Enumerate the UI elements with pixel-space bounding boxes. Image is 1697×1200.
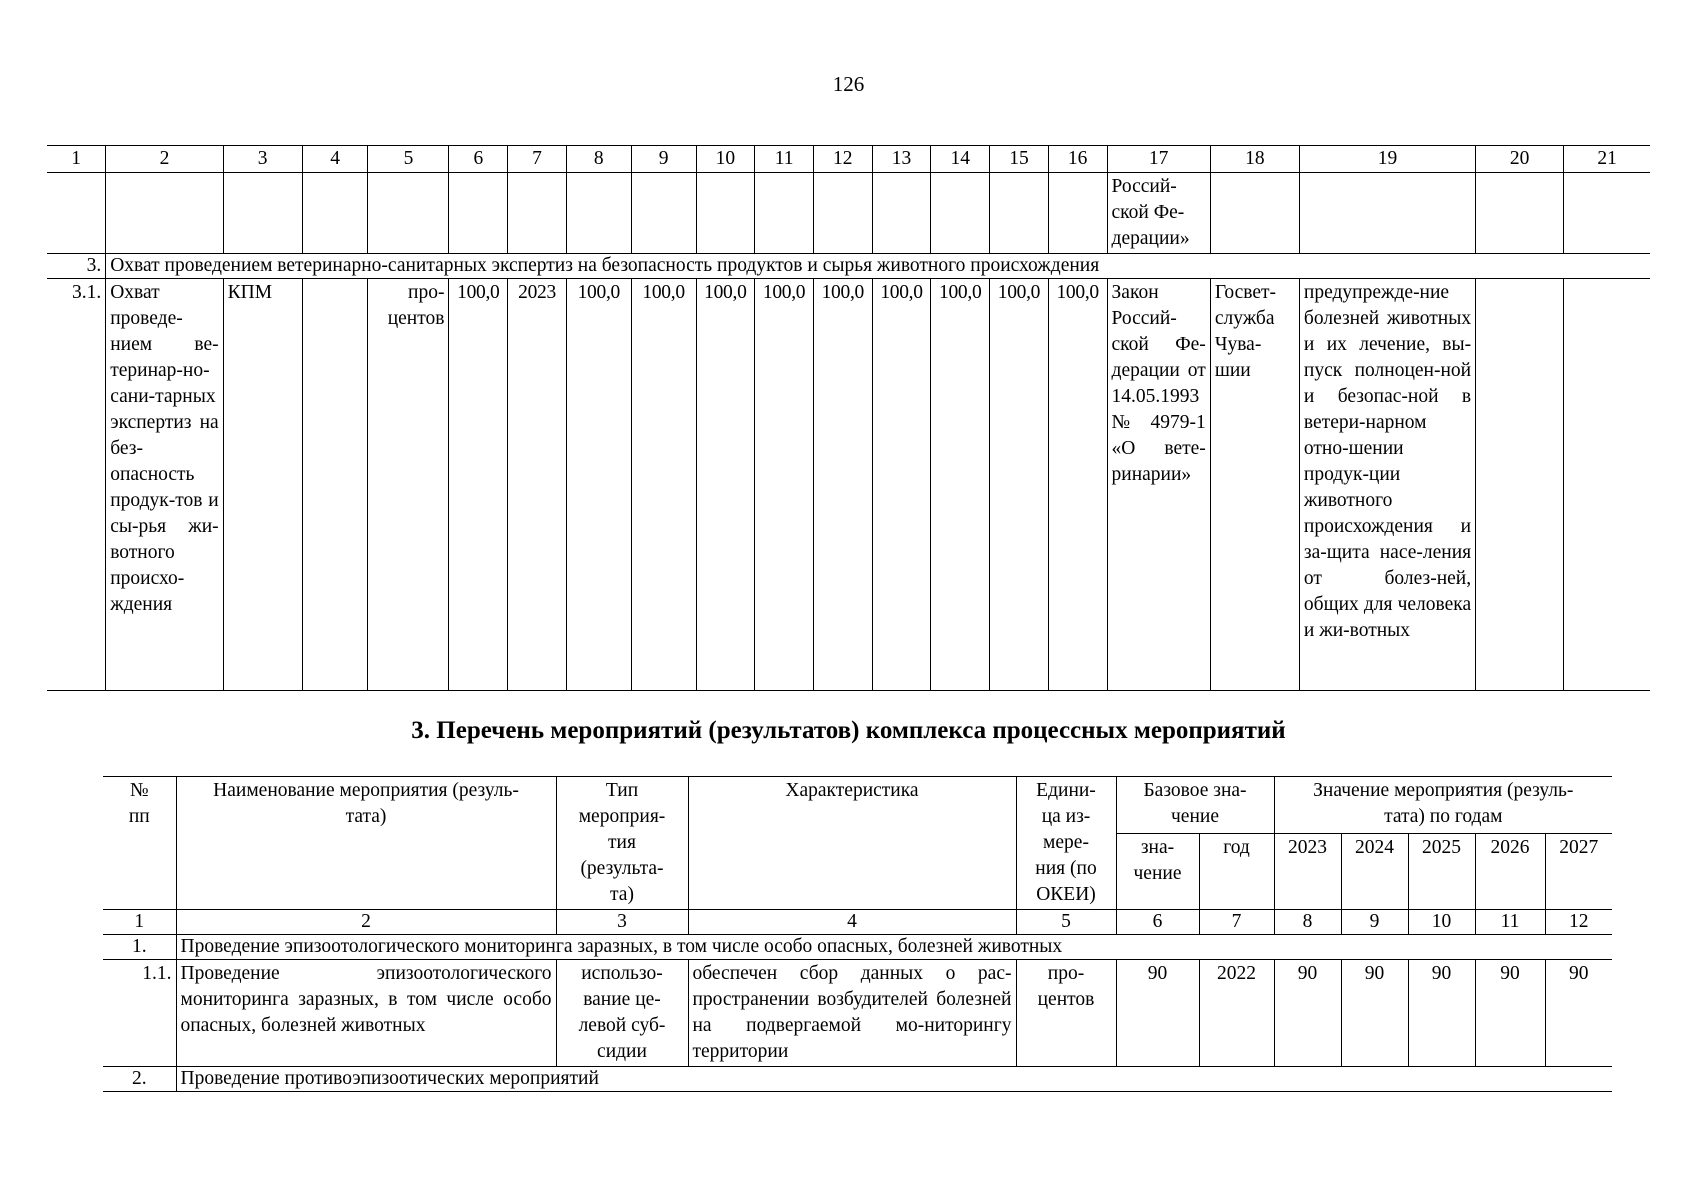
value-cell: 90 — [1408, 960, 1475, 1067]
column-number: 5 — [1016, 910, 1116, 935]
column-number: 17 — [1107, 146, 1210, 173]
column-number: 8 — [566, 146, 631, 173]
header-base-year: год — [1199, 834, 1274, 910]
column-number: 14 — [931, 146, 990, 173]
column-number: 2 — [106, 146, 223, 173]
unit-cell: про-центов — [1016, 960, 1116, 1067]
row-number: 3.1. — [47, 279, 106, 691]
column-number: 15 — [990, 146, 1049, 173]
header-base-value: зна- чение — [1116, 834, 1199, 910]
value-cell: 100,0 — [696, 279, 755, 691]
indicators-table — [47, 145, 1650, 691]
base-value: 100,0 — [449, 279, 508, 691]
section-number: 3. — [47, 254, 106, 279]
connection-cell: предупрежде-ние болезней животных и их лечение, вы-пуск полноцен-ной и безопас-ной в ветери-нарном отно-шении продук-ции животного происхождения и за-щита насе-ления от болез-ней, общих для человека и жи-вотных — [1299, 279, 1475, 691]
column-number: 4 — [302, 146, 368, 173]
section-title: Проведение эпизоотологического мониторинга заразных, в том числе особо опасных, болезней животных — [176, 935, 1612, 960]
column-number: 12 — [813, 146, 872, 173]
base-year: 2022 — [1199, 960, 1274, 1067]
responsible-cell: Госвет-служба Чува-шии — [1210, 279, 1299, 691]
value-cell: 100,0 — [990, 279, 1049, 691]
column-number: 8 — [1274, 910, 1341, 935]
column-number: 19 — [1299, 146, 1475, 173]
column-number: 11 — [755, 146, 814, 173]
column-number: 18 — [1210, 146, 1299, 173]
header-name: Наименование мероприятия (резуль- тата) — [176, 777, 556, 910]
value-cell: 100,0 — [931, 279, 990, 691]
column-number: 2 — [176, 910, 556, 935]
document-cell: Закон Россий-ской Фе-дерации от 14.05.1993 № 4979-1 «О вете-ринарии» — [1107, 279, 1210, 691]
value-cell: 100,0 — [631, 279, 696, 691]
section-number: 1. — [103, 935, 176, 960]
table-row — [103, 960, 1612, 1067]
table-row — [47, 279, 1650, 691]
column-number: 16 — [1048, 146, 1107, 173]
value-cell: 90 — [1475, 960, 1545, 1067]
indicator-name: Охват проведе-нием ве-теринар-но-сани-тарных экспертиз на без-опасность продук-тов и сы-рья жи-вотного происхо-ждения — [106, 279, 223, 691]
header-year: 2023 — [1274, 834, 1341, 910]
column-number: 4 — [688, 910, 1016, 935]
continuation-document-cell: Россий- ской Фе- дерации» — [1107, 173, 1210, 254]
row-number: 1.1. — [103, 960, 176, 1067]
column-number: 10 — [696, 146, 755, 173]
section-row — [103, 1067, 1612, 1092]
section-row — [103, 935, 1612, 960]
continuation-row — [47, 173, 1650, 254]
col20-cell — [1476, 279, 1564, 691]
column-number: 9 — [631, 146, 696, 173]
section-number: 2. — [103, 1067, 176, 1092]
section-title: Проведение противоэпизоотических мероприятий — [176, 1067, 1612, 1092]
header-base: Базовое зна- чение — [1116, 777, 1274, 834]
col21-cell — [1564, 279, 1650, 691]
header-year: 2026 — [1475, 834, 1545, 910]
column-number: 3 — [223, 146, 302, 173]
activity-characteristic: обеспечен сбор данных о рас-пространении возбудителей болезней на подвергаемой мо-ниторингу территории — [688, 960, 1016, 1067]
value-cell: 90 — [1545, 960, 1612, 1067]
column-number-row — [47, 146, 1650, 173]
column-number: 3 — [556, 910, 688, 935]
activity-type: использо-вание це-левой суб-сидии — [556, 960, 688, 1067]
header-type: Тип мероприя- тия (результа- та) — [556, 777, 688, 910]
page-number: 126 — [832, 72, 865, 96]
column-number: 6 — [1116, 910, 1199, 935]
column-number: 11 — [1475, 910, 1545, 935]
base-value: 90 — [1116, 960, 1199, 1067]
section-row — [47, 254, 1650, 279]
column-number: 9 — [1341, 910, 1408, 935]
value-cell: 90 — [1274, 960, 1341, 1067]
base-year: 2023 — [508, 279, 567, 691]
header-num: № пп — [103, 777, 176, 910]
column-number: 1 — [103, 910, 176, 935]
column-number: 7 — [508, 146, 567, 173]
column-number: 20 — [1476, 146, 1564, 173]
unit-cell: про-центов — [368, 279, 449, 691]
header-year: 2027 — [1545, 834, 1612, 910]
column-number: 5 — [368, 146, 449, 173]
column-number: 7 — [1199, 910, 1274, 935]
column-number: 21 — [1564, 146, 1650, 173]
header-year: 2025 — [1408, 834, 1475, 910]
header-unit: Едини- ца из- мере- ния (по ОКЕИ) — [1016, 777, 1116, 910]
indicator-level: КПМ — [223, 279, 302, 691]
header-yearly: Значение мероприятия (резуль- тата) по годам — [1274, 777, 1612, 834]
column-number: 10 — [1408, 910, 1475, 935]
section-title: Охват проведением ветеринарно-санитарных экспертиз на безопасность продуктов и сырья животного происхождения — [106, 254, 1650, 279]
activity-name: Проведение эпизоотологического мониторинга заразных, в том числе особо опасных, болезней животных — [176, 960, 556, 1067]
header-row — [103, 777, 1612, 834]
value-cell: 100,0 — [566, 279, 631, 691]
section3-title: 3. Перечень мероприятий (результатов) комплекса процессных мероприятий — [411, 717, 1286, 744]
value-cell: 100,0 — [1048, 279, 1107, 691]
column-number: 1 — [47, 146, 106, 173]
activities-table — [103, 776, 1612, 1092]
column-number: 13 — [872, 146, 931, 173]
header-characteristic: Характеристика — [688, 777, 1016, 910]
value-cell: 100,0 — [872, 279, 931, 691]
value-cell: 90 — [1341, 960, 1408, 1067]
column-number-row — [103, 910, 1612, 935]
value-cell: 100,0 — [755, 279, 814, 691]
column-number: 12 — [1545, 910, 1612, 935]
value-cell: 100,0 — [813, 279, 872, 691]
column-number: 6 — [449, 146, 508, 173]
col4-cell — [302, 279, 368, 691]
header-year: 2024 — [1341, 834, 1408, 910]
